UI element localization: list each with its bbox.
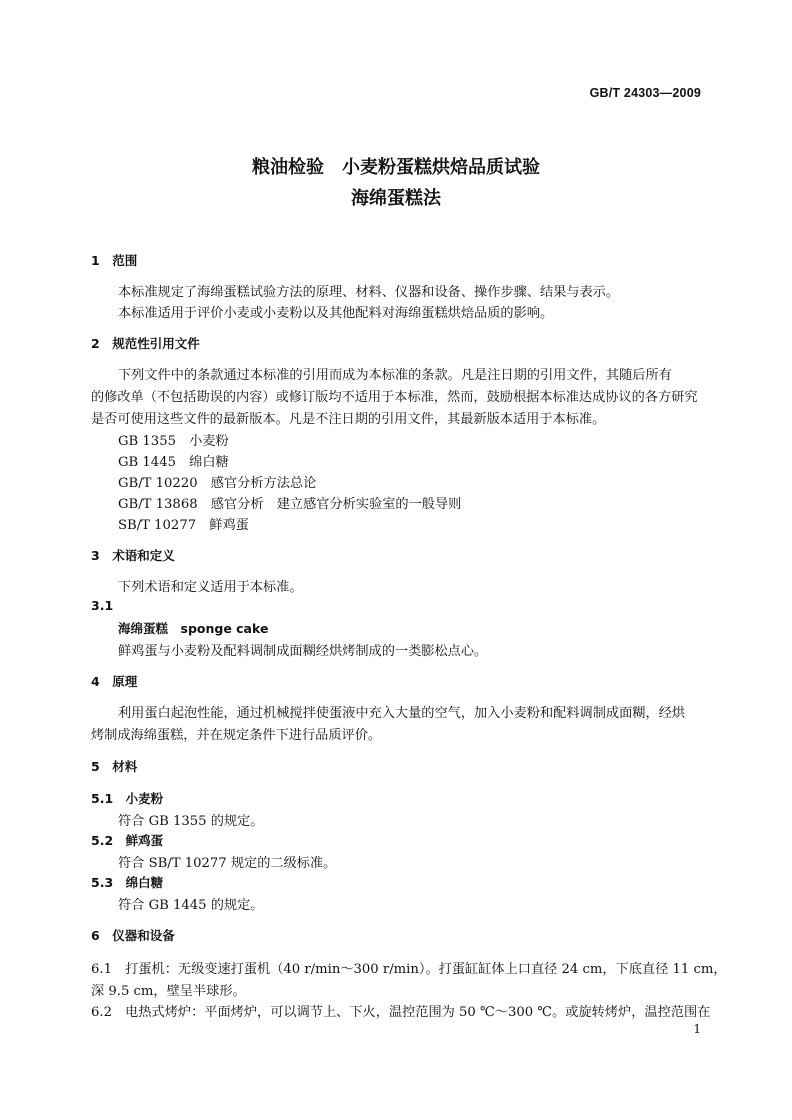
section-2-paragraph: 是否可使用这些文件的最新版本。凡是不注日期的引用文件，其最新版本适用于本标准。 [91,412,606,427]
section-6-heading: 6 仪器和设备 [91,928,175,943]
section-4-heading: 4 原理 [91,674,138,689]
reference-item: GB/T 10220 感官分析方法总论 [118,476,317,491]
term-heading: 海绵蛋糕 sponge cake [118,621,269,636]
standard-code: GB/T 24303—2009 [589,86,701,100]
subsection-heading: 5.2 鲜鸡蛋 [91,833,164,848]
section-1-heading: 1 范围 [91,253,138,268]
reference-item: GB 1355 小麦粉 [118,434,229,449]
section-6-paragraph: 6.1 打蛋机：无级变速打蛋机（40 r/min～300 r/min）。打蛋缸缸体上口直径 24 cm，下底直径 11 cm， [91,962,727,977]
subsection-text: 符合 GB 1355 的规定。 [118,814,264,829]
section-2-paragraph: 的修改单（不包括勘误的内容）或修订版均不适用于本标准，然而，鼓励根据本标准达成协议的各方研究 [91,390,698,405]
section-4-paragraph: 烤制成海绵蛋糕，并在规定条件下进行品质评价。 [91,728,382,743]
document-title: 粮油检验 小麦粉蛋糕烘焙品质试验 [252,157,540,178]
section-6-paragraph: 6.2 电热式烤炉：平面烤炉，可以调节上、下火，温控范围为 50 ℃～300 ℃。或旋转烤炉，温控范围在 [91,1005,711,1020]
section-4-paragraph: 利用蛋白起泡性能，通过机械搅拌使蛋液中充入大量的空气，加入小麦粉和配料调制成面糊，经烘 [118,706,686,721]
reference-item: GB 1445 绵白糖 [118,455,229,470]
clause-number: 3.1 [91,598,114,613]
section-3-heading: 3 术语和定义 [91,548,175,563]
subsection-heading: 5.3 绵白糖 [91,875,164,890]
term-definition: 鲜鸡蛋与小麦粉及配料调制成面糊经烘烤制成的一类膨松点心。 [118,644,488,659]
subsection-text: 符合 SB/T 10277 规定的二级标准。 [118,856,337,871]
reference-item: SB/T 10277 鲜鸡蛋 [118,518,249,533]
section-2-heading: 2 规范性引用文件 [91,336,200,351]
section-3-paragraph: 下列术语和定义适用于本标准。 [118,580,303,595]
document-subtitle: 海绵蛋糕法 [351,188,441,209]
subsection-heading: 5.1 小麦粉 [91,791,164,806]
section-1-paragraph: 本标准适用于评价小麦或小麦粉以及其他配料对海绵蛋糕烘焙品质的影响。 [118,306,554,321]
section-6-paragraph: 深 9.5 cm，壁呈半球形。 [91,984,246,999]
section-2-paragraph: 下列文件中的条款通过本标准的引用而成为本标准的条款。凡是注日期的引用文件，其随后所有 [118,368,672,383]
reference-item: GB/T 13868 感官分析 建立感官分析实验室的一般导则 [118,497,462,512]
section-5-heading: 5 材料 [91,759,138,774]
section-1-paragraph: 本标准规定了海绵蛋糕试验方法的原理、材料、仪器和设备、操作步骤、结果与表示。 [118,285,620,300]
page-number: 1 [693,1022,701,1036]
subsection-text: 符合 GB 1445 的规定。 [118,898,264,913]
